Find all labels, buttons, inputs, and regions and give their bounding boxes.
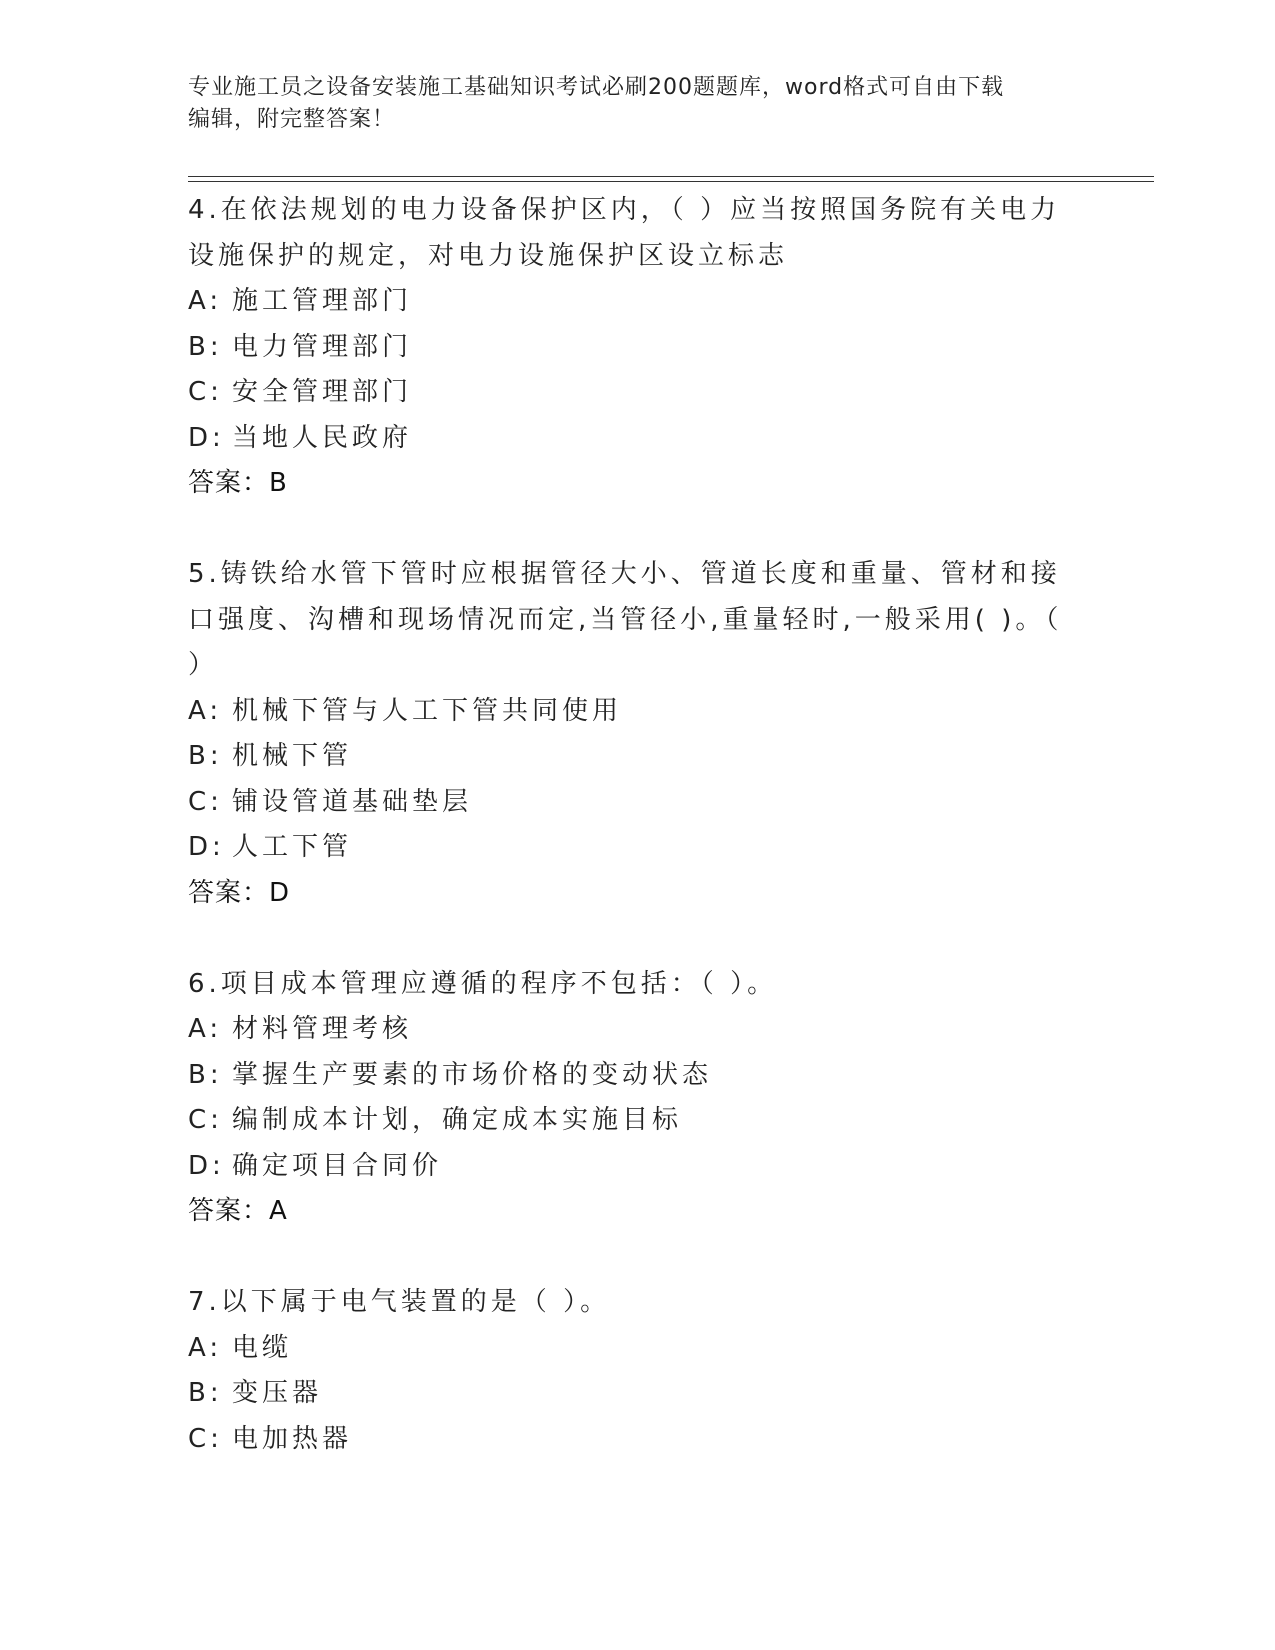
option-text: 机械下管与人工下管共同使用: [232, 695, 623, 726]
document-header: [188, 72, 1068, 136]
option-text: 电力管理部门: [232, 331, 413, 362]
option-c: [188, 780, 1088, 826]
option-a: [188, 279, 1088, 325]
question-text: 7.以下属于电气装置的是（ ）。: [188, 1287, 611, 1317]
option-text: 材料管理考核: [232, 1014, 413, 1044]
option-b: [188, 1371, 1088, 1417]
option-c: [188, 370, 1088, 416]
option-d: [188, 825, 1088, 871]
option-text: 安全管理部门: [232, 377, 413, 407]
option-key: B:: [188, 1059, 223, 1090]
header-line-1: 专业施工员之设备安装施工基础知识考试必刷200题题库，word格式可自由下载: [188, 75, 1005, 100]
question-4: [188, 188, 1088, 507]
option-key: D:: [188, 832, 225, 862]
option-text: 当地人民政府: [232, 422, 413, 453]
option-d: [188, 416, 1088, 462]
option-key: A:: [188, 1332, 223, 1363]
question-7: [188, 1280, 1088, 1462]
question-text: 6.项目成本管理应遵循的程序不包括：（ ）。: [188, 968, 778, 999]
header-rule-bottom: [188, 181, 1154, 182]
question-list: [188, 188, 1088, 1462]
option-text: 人工下管: [232, 832, 353, 862]
answer-line: 答案：D: [188, 877, 291, 908]
option-key: D:: [188, 422, 225, 453]
option-b: [188, 1053, 1088, 1099]
option-a: [188, 1007, 1088, 1053]
option-text: 编制成本计划，确定成本实施目标: [232, 1105, 683, 1135]
question-gap: [188, 507, 1088, 553]
option-b: [188, 734, 1088, 780]
option-c: [188, 1098, 1088, 1144]
option-a: [188, 1326, 1088, 1372]
option-text: 铺设管道基础垫层: [232, 786, 473, 817]
option-text: 掌握生产要素的市场价格的变动状态: [232, 1059, 713, 1090]
option-key: A:: [188, 286, 223, 316]
question-text: 4.在依法规划的电力设备保护区内，（ ）应当按照国务院有关电力设施保护的规定，对电力设施保护区设立标志: [188, 195, 1061, 271]
option-text: 确定项目合同价: [232, 1150, 443, 1181]
option-key: C:: [188, 1423, 223, 1454]
option-key: A:: [188, 1014, 223, 1044]
header-line-2: 编辑，附完整答案！: [188, 107, 396, 132]
option-key: B:: [188, 1378, 223, 1408]
option-text: 施工管理部门: [232, 286, 413, 316]
option-key: B:: [188, 741, 223, 771]
option-b: [188, 325, 1088, 371]
question-gap: [188, 916, 1088, 962]
answer-line: 答案：A: [188, 1196, 288, 1226]
option-text: 电加热器: [232, 1423, 353, 1454]
question-6: [188, 962, 1088, 1235]
question-5: [188, 552, 1088, 916]
answer-line: 答案：B: [188, 468, 288, 498]
option-key: A:: [188, 695, 223, 726]
option-key: C:: [188, 377, 223, 407]
question-gap: [188, 1235, 1088, 1281]
option-key: C:: [188, 786, 223, 817]
option-key: C:: [188, 1105, 223, 1135]
option-text: 变压器: [232, 1378, 323, 1408]
option-text: 电缆: [232, 1332, 293, 1363]
option-d: [188, 1144, 1088, 1190]
option-key: D:: [188, 1150, 225, 1181]
header-rule-top: [188, 176, 1154, 177]
option-key: B:: [188, 331, 223, 362]
question-text: 5.铸铁给水管下管时应根据管径大小、管道长度和重量、管材和接口强度、沟槽和现场情况而定,当管径小,重量轻时,一般采用( )。（ ）: [188, 559, 1075, 680]
option-c: [188, 1417, 1088, 1463]
option-a: [188, 689, 1088, 735]
option-text: 机械下管: [232, 741, 353, 771]
